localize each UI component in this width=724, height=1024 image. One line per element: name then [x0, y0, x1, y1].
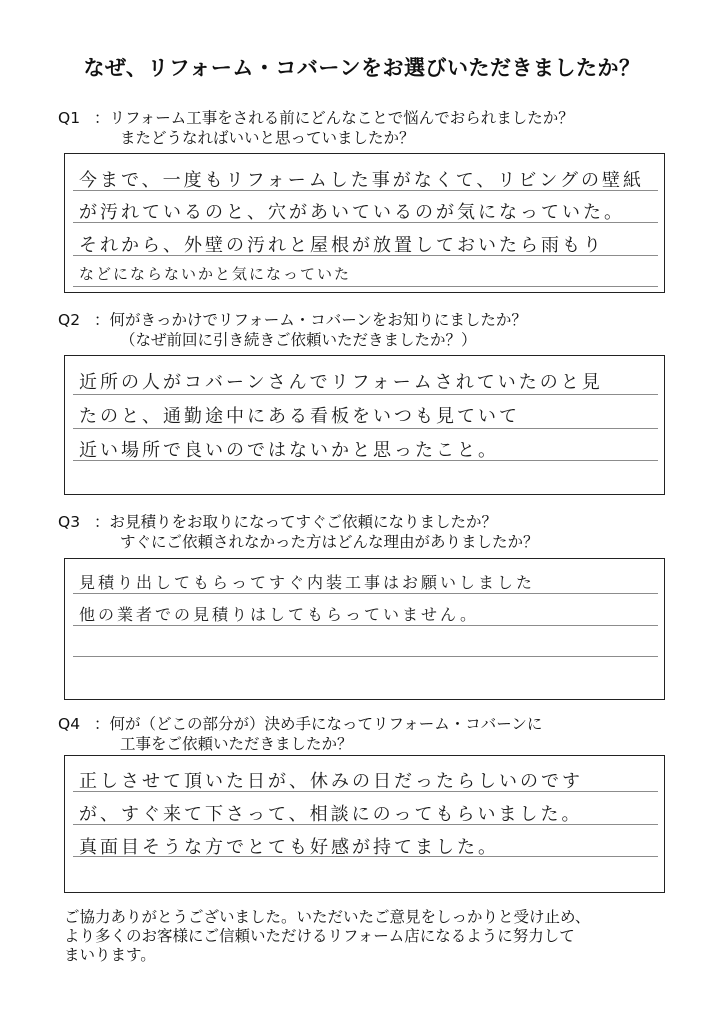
answer-line: が、すぐ来て下さって、相談にのってもらいました。: [79, 804, 583, 825]
question-q1: [58, 108, 574, 148]
question-number: Q1: [58, 109, 81, 127]
answer-line: 真面目そうな方でとても好感が持てました。: [79, 837, 499, 858]
ruled-line: [73, 593, 658, 594]
answer-line: などにならないかと気になっていた: [79, 265, 352, 283]
question-text-line2: （なぜ前回に引き続きご依頼いただきましたか？）: [120, 331, 477, 349]
question-q2: [58, 310, 527, 350]
ruled-line: [73, 286, 658, 287]
answer-line: それから、外壁の汚れと屋根が放置しておいたら雨もり: [79, 235, 604, 256]
answer-line: 正しさせて頂いた日が、休みの日だったらしいのです: [79, 771, 583, 792]
question-number: Q3: [58, 513, 81, 531]
ruled-line: [73, 394, 658, 395]
answer-line: 見積り出してもらってすぐ内装工事はお願いしました: [79, 573, 536, 592]
question-text-line2: すぐにご依頼されなかった方はどんな理由がありましたか？: [120, 533, 539, 551]
question-text-line1: ：何が（どこの部分が）決め手になってリフォーム・コバーンに: [94, 715, 543, 733]
closing-line: より多くのお客様にご信頼いただけるリフォーム店になるように努力して: [64, 927, 575, 945]
question-text-line2: 工事をご依頼いただきましたか？: [120, 735, 353, 753]
question-q3: [58, 512, 539, 552]
answer-box-q2: [64, 355, 665, 495]
answer-box-q1: [64, 153, 665, 293]
question-number: Q2: [58, 311, 81, 329]
answer-box-q3: [64, 558, 665, 700]
answer-line: 近い場所で良いのではないかと思ったこと。: [79, 440, 499, 461]
question-number: Q4: [58, 715, 81, 733]
question-text-line2: またどうなればいいと思っていましたか？: [120, 129, 415, 147]
closing-line: まいります。: [64, 946, 156, 964]
question-text-line1: ：何がきっかけでリフォーム・コバーンをお知りにましたか？: [94, 311, 527, 329]
ruled-line: [73, 428, 658, 429]
answer-line: 他の業者での見積りはしてもらっていません。: [79, 605, 479, 624]
closing-line: ご協力ありがとうございました。いただいたご意見をしっかりと受け止め、: [64, 908, 591, 926]
question-text-line1: ：リフォーム工事をされる前にどんなことで悩んでおられましたか？: [94, 109, 574, 127]
answer-line: 近所の人がコバーンさんでリフォームされていたのと見: [79, 372, 603, 393]
answer-line: 今まで、一度もリフォームした事がなくて、リビングの壁紙: [79, 170, 645, 191]
page-title: なぜ、リフォーム・コバーンをお選びいただきましたか？: [83, 56, 641, 80]
question-q4: [58, 714, 542, 754]
answer-line: たのと、通勤途中にある看板をいつも見ていて: [79, 406, 520, 427]
answer-box-q4: [64, 755, 665, 893]
question-text-line1: ：お見積りをお取りになってすぐご依頼になりましたか？: [94, 513, 498, 531]
closing-message: [64, 908, 590, 965]
ruled-line: [73, 656, 658, 657]
ruled-line: [73, 625, 658, 626]
answer-line: が汚れているのと、穴があいているのが気になっていた。: [79, 202, 625, 223]
